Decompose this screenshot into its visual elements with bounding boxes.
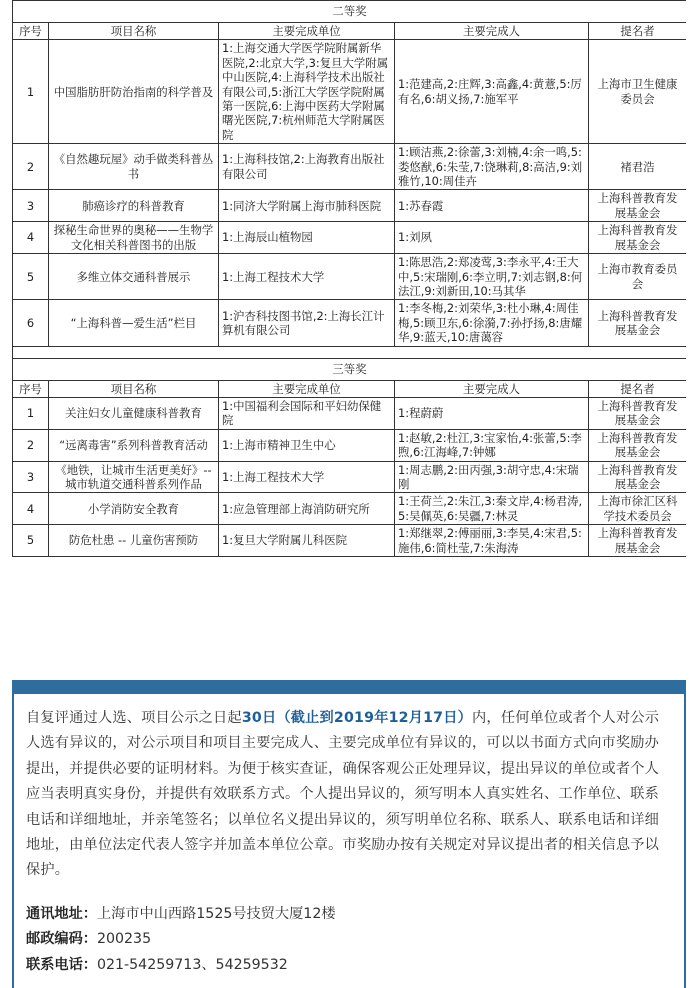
cell-nominator: 上海科普教育发展基金会 bbox=[589, 397, 687, 429]
column-header: 项目名称 bbox=[49, 380, 219, 397]
cell-no: 5 bbox=[13, 525, 49, 557]
third-prize-title-row bbox=[13, 358, 687, 380]
cell-unit: 1:中国福利会国际和平妇幼保健院 bbox=[219, 397, 395, 429]
address-value: 上海市中山西路1525号技贸大厦12楼 bbox=[96, 905, 336, 922]
cell-name: 《地铁，让城市生活更美好》--城市轨道交通科普系列作品 bbox=[49, 461, 219, 493]
table-row bbox=[13, 493, 687, 525]
cell-name: 关注妇女儿童健康科普教育 bbox=[49, 397, 219, 429]
cell-people: 1:苏春霞 bbox=[395, 190, 589, 222]
cell-nominator: 上海市教育委员会 bbox=[589, 254, 687, 300]
cell-nominator: 褚君浩 bbox=[589, 144, 687, 190]
table-header-row bbox=[13, 380, 687, 397]
notice-paragraph bbox=[26, 706, 672, 884]
cell-name: 《自然趣玩屋》动手做类科普丛书 bbox=[49, 144, 219, 190]
cell-nominator: 上海市徐汇区科学技术委员会 bbox=[589, 493, 687, 525]
cell-unit: 1:沪杏科技图书馆,2:上海长江计算机有限公司 bbox=[219, 300, 395, 346]
cell-no: 1 bbox=[13, 40, 49, 144]
table-row bbox=[13, 254, 687, 300]
column-header: 主要完成单位 bbox=[219, 380, 395, 397]
cell-name: 探秘生命世界的奥秘——生物学文化相关科普图书的出版 bbox=[49, 222, 219, 254]
column-header: 提名者 bbox=[589, 23, 687, 40]
cell-no: 3 bbox=[13, 190, 49, 222]
address-label: 通讯地址： bbox=[26, 905, 97, 922]
second-prize-title-row bbox=[13, 1, 687, 23]
postcode-value: 200235 bbox=[96, 931, 152, 948]
contact-phone bbox=[26, 953, 672, 978]
table-row bbox=[13, 300, 687, 346]
cell-unit: 1:上海交通大学医学院附属新华医院,2:北京大学,3:复旦大学附属中山医院,4:上海科学技术出版社有限公司,5:浙江大学医学院附属第一医院,6:上海中医药大学附属曙光医院,7:杭州师范大学附属医院 bbox=[219, 40, 395, 144]
cell-people: 1:郑继翠,2:傅丽丽,3:李昊,4:宋君,5:施伟,6:简杜莹,7:朱海涛 bbox=[395, 525, 589, 557]
cell-name: 多维立体交通科普展示 bbox=[49, 254, 219, 300]
table-row bbox=[13, 429, 687, 461]
cell-nominator: 上海科普教育发展基金会 bbox=[589, 300, 687, 346]
second-prize-title: 二等奖 bbox=[13, 1, 687, 23]
award-table bbox=[12, 0, 686, 557]
table-row bbox=[13, 190, 687, 222]
table-row bbox=[13, 397, 687, 429]
column-header: 序号 bbox=[13, 23, 49, 40]
cell-people: 1:李冬梅,2:刘荣华,3:杜小琳,4:周佳梅,5:顾卫东,6:徐漪,7:孙抒扬,8:唐耀华,9:蓝天,10:唐蔼容 bbox=[395, 300, 589, 346]
cell-no: 2 bbox=[13, 144, 49, 190]
table-row bbox=[13, 144, 687, 190]
cell-name: 肺癌诊疗的科普教育 bbox=[49, 190, 219, 222]
spacer-cell bbox=[13, 346, 687, 358]
cell-no: 5 bbox=[13, 254, 49, 300]
cell-unit: 1:应急管理部上海消防研究所 bbox=[219, 493, 395, 525]
cell-people: 1:王荷兰,2:朱江,3:秦文岸,4:杨君涛,5:吴佩英,6:吴疆,7:林灵 bbox=[395, 493, 589, 525]
column-header: 主要完成人 bbox=[395, 23, 589, 40]
table-row bbox=[13, 40, 687, 144]
cell-nominator: 上海市卫生健康委员会 bbox=[589, 40, 687, 144]
cell-no: 2 bbox=[13, 429, 49, 461]
cell-people: 1:范建高,2:庄辉,3:高鑫,4:黄薏,5:厉有名,6:胡义扬,7:施军平 bbox=[395, 40, 589, 144]
cell-people: 1:周志鹏,2:田丙强,3:胡守忠,4:宋瑞刚 bbox=[395, 461, 589, 493]
cell-no: 3 bbox=[13, 461, 49, 493]
cell-unit: 1:上海科技馆,2:上海教育出版社有限公司 bbox=[219, 144, 395, 190]
table-row bbox=[13, 461, 687, 493]
third-prize-title: 三等奖 bbox=[13, 358, 687, 380]
cell-people: 1:赵敏,2:杜江,3:宝家怡,4:张蕾,5:李煦,6:江海峰,7:钟娜 bbox=[395, 429, 589, 461]
cell-people: 1:陈思浩,2:郑凌莺,3:李永平,4:王大中,5:宋瑞刚,6:李立明,7:刘志钢,8:何法江,9:刘新田,10:马其华 bbox=[395, 254, 589, 300]
column-header: 序号 bbox=[13, 380, 49, 397]
cell-name: “远离毒害”系列科普教育活动 bbox=[49, 429, 219, 461]
column-header: 主要完成单位 bbox=[219, 23, 395, 40]
cell-no: 4 bbox=[13, 493, 49, 525]
contact-postcode bbox=[26, 927, 672, 952]
table-row bbox=[13, 222, 687, 254]
award-tables bbox=[12, 0, 686, 622]
notice-deadline: 30日（截止到2019年12月17日） bbox=[241, 710, 473, 726]
cell-name: 中国脂肪肝防治指南的科学普及 bbox=[49, 40, 219, 144]
cell-no: 6 bbox=[13, 300, 49, 346]
section-divider bbox=[12, 680, 686, 694]
cell-name: 防危杜患 -- 儿童伤害预防 bbox=[49, 525, 219, 557]
column-header: 项目名称 bbox=[49, 23, 219, 40]
cell-nominator: 上海科普教育发展基金会 bbox=[589, 429, 687, 461]
cell-people: 1:顾洁燕,2:徐蕾,3:刘楠,4:余一鸣,5:娄悠猷,6:朱莹,7:饶琳莉,8:高洁,9:刘雅竹,10:周佳卉 bbox=[395, 144, 589, 190]
column-header: 提名者 bbox=[589, 380, 687, 397]
column-header: 主要完成人 bbox=[395, 380, 589, 397]
notice-text-start: 自复评通过人选、项目公示之日起 bbox=[26, 710, 242, 726]
cell-nominator: 上海科普教育发展基金会 bbox=[589, 222, 687, 254]
objection-notice bbox=[12, 694, 686, 988]
table-row bbox=[13, 525, 687, 557]
section-spacer bbox=[13, 346, 687, 358]
cell-people: 1:程蔚蔚 bbox=[395, 397, 589, 429]
cell-people: 1:刘夙 bbox=[395, 222, 589, 254]
cell-no: 4 bbox=[13, 222, 49, 254]
contact-info bbox=[26, 902, 672, 978]
cell-unit: 1:上海工程技术大学 bbox=[219, 254, 395, 300]
cell-nominator: 上海科普教育发展基金会 bbox=[589, 461, 687, 493]
phone-label: 联系电话： bbox=[26, 956, 97, 973]
cell-nominator: 上海科普教育发展基金会 bbox=[589, 525, 687, 557]
cell-unit: 1:上海工程技术大学 bbox=[219, 461, 395, 493]
cell-unit: 1:上海辰山植物园 bbox=[219, 222, 395, 254]
cell-unit: 1:上海市精神卫生中心 bbox=[219, 429, 395, 461]
postcode-label: 邮政编码： bbox=[26, 931, 97, 948]
contact-address bbox=[26, 902, 672, 927]
cell-unit: 1:复旦大学附属儿科医院 bbox=[219, 525, 395, 557]
cell-name: 小学消防安全教育 bbox=[49, 493, 219, 525]
notice-text-rest: 内，任何单位或者个人对公示人选有异议的，对公示项目和项目主要完成人、主要完成单位有异议的，可以以书面方式向市奖励办提出，并提供必要的证明材料。为便于核实查证，确保客观公正处理异议，提出异议的单位或者个人应当表明真实身份，并提供有效联系方式。个人提出异议的，须写明本人真实姓名、工作单位、联系电话和详细地址，并亲笔签名；以单位名义提出异议的，须写明单位名称、联系人、联系电话和详细地址，由单位法定代表人签字并加盖本单位公章。市奖励办按有关规定对异议提出者的相关信息予以保护。 bbox=[26, 710, 660, 879]
cell-unit: 1:同济大学附属上海市肺科医院 bbox=[219, 190, 395, 222]
phone-value: 021-54259713、54259532 bbox=[96, 956, 288, 973]
cell-no: 1 bbox=[13, 397, 49, 429]
cell-name: “上海科普—爱生活”栏目 bbox=[49, 300, 219, 346]
table-header-row bbox=[13, 23, 687, 40]
cell-nominator: 上海科普教育发展基金会 bbox=[589, 190, 687, 222]
